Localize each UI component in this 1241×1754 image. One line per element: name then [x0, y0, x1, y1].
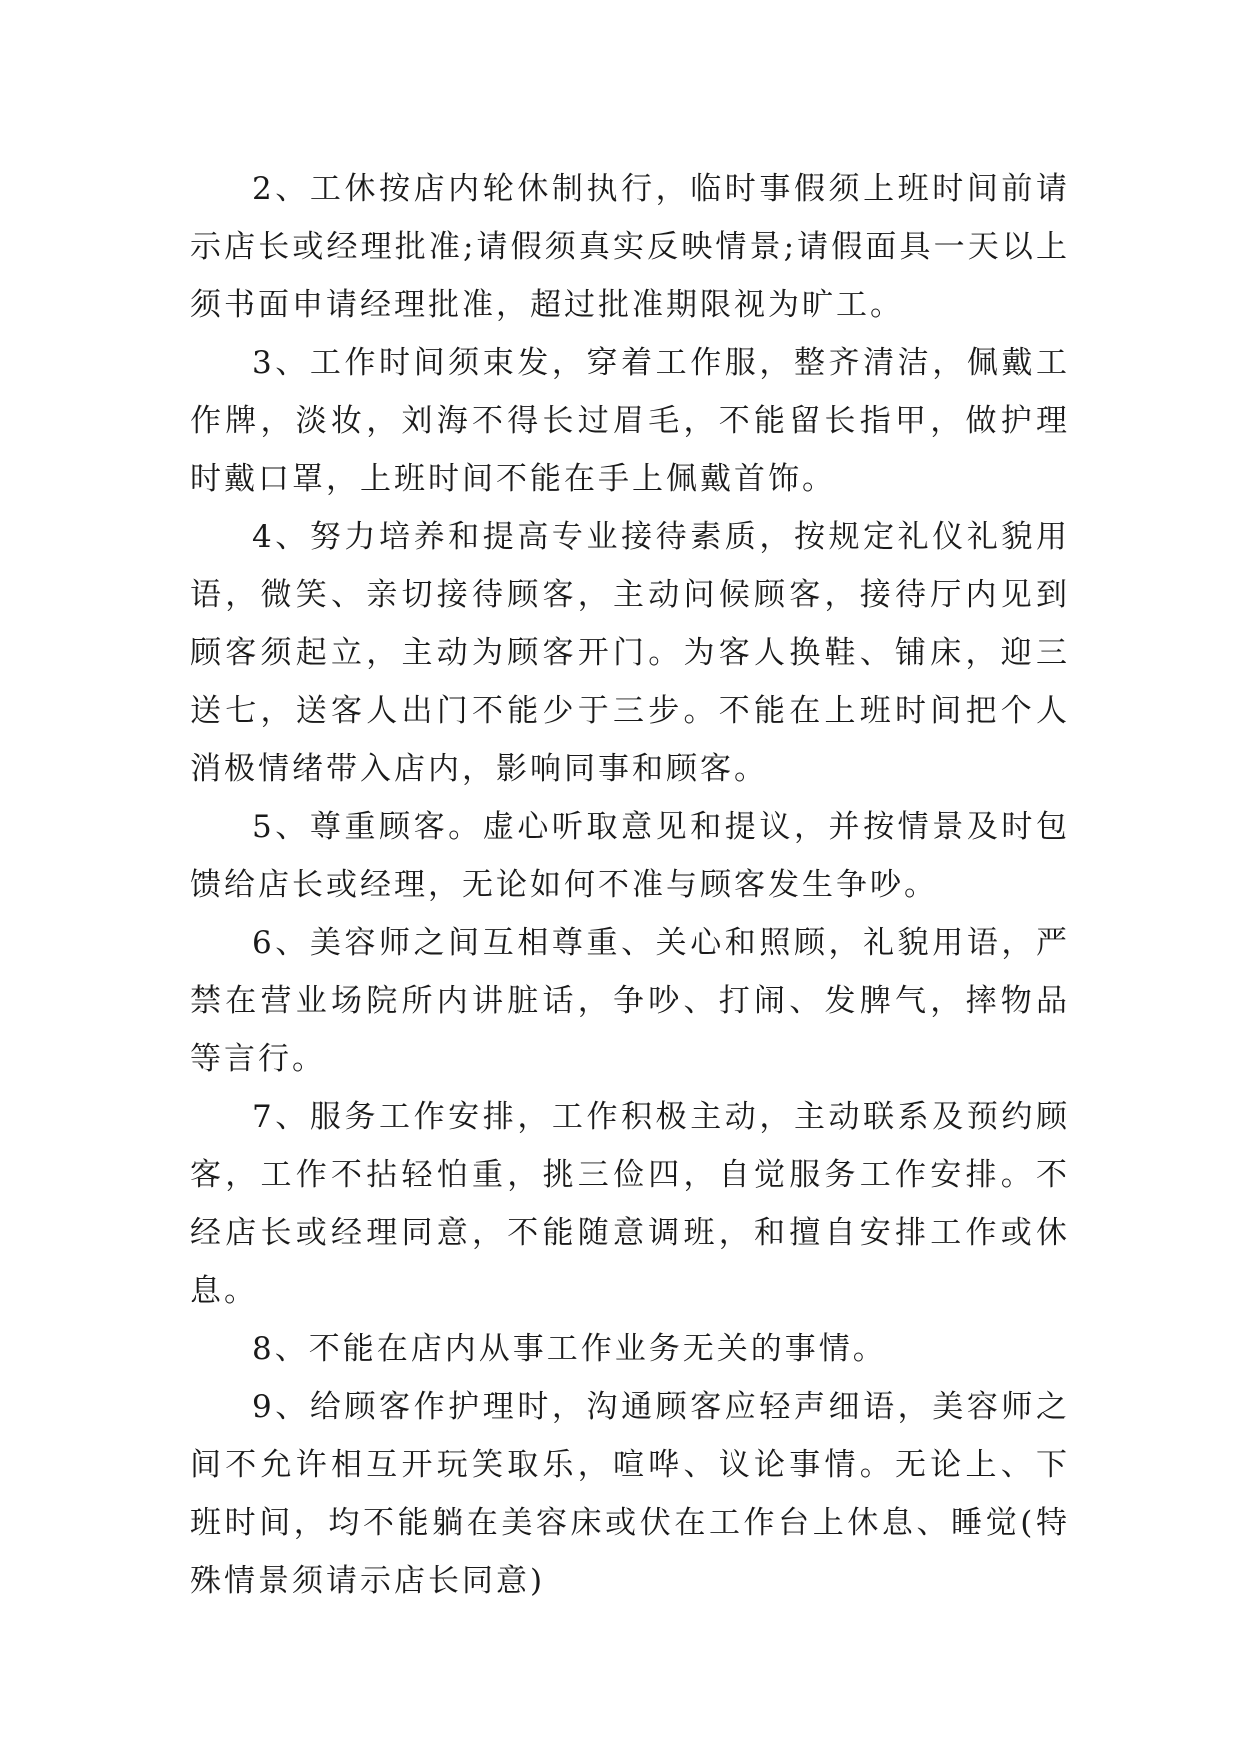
- paragraph-rule-3: 3、工作时间须束发，穿着工作服，整齐清洁，佩戴工作牌，淡妆，刘海不得长过眉毛，不能留长指甲，做护理时戴口罩，上班时间不能在手上佩戴首饰。: [190, 345, 1070, 497]
- paragraph-rule-8: 8、不能在店内从事工作业务无关的事情。: [252, 1331, 887, 1367]
- paragraph-rule-5: 5、尊重顾客。虚心听取意见和提议，并按情景及时包馈给店长或经理，无论如何不准与顾客发生争吵。: [190, 809, 1070, 903]
- paragraph-rule-6: 6、美容师之间互相尊重、关心和照顾，礼貌用语，严禁在营业场院所内讲脏话，争吵、打闹、发脾气，摔物品等言行。: [190, 925, 1070, 1077]
- paragraph-rule-2: 2、工休按店内轮休制执行，临时事假须上班时间前请示店长或经理批准;请假须真实反映情景;请假面具一天以上须书面申请经理批准，超过批准期限视为旷工。: [190, 171, 1070, 323]
- paragraph-rule-4: 4、努力培养和提高专业接待素质，按规定礼仪礼貌用语，微笑、亲切接待顾客，主动问候顾客，接待厅内见到顾客须起立，主动为顾客开门。为客人换鞋、铺床，迎三送七，送客人出门不能少于三步。不能在上班时间把个人消极情绪带入店内，影响同事和顾客。: [190, 519, 1070, 787]
- document-body: [190, 160, 1070, 1610]
- paragraph-rule-9: 9、给顾客作护理时，沟通顾客应轻声细语，美容师之间不允许相互开玩笑取乐，喧哗、议论事情。无论上、下班时间，均不能躺在美容床或伏在工作台上休息、睡觉(特殊情景须请示店长同意): [190, 1389, 1070, 1599]
- paragraph-rule-7: 7、服务工作安排，工作积极主动，主动联系及预约顾客，工作不拈轻怕重，挑三俭四，自觉服务工作安排。不经店长或经理同意，不能随意调班，和擅自安排工作或休息。: [190, 1099, 1070, 1309]
